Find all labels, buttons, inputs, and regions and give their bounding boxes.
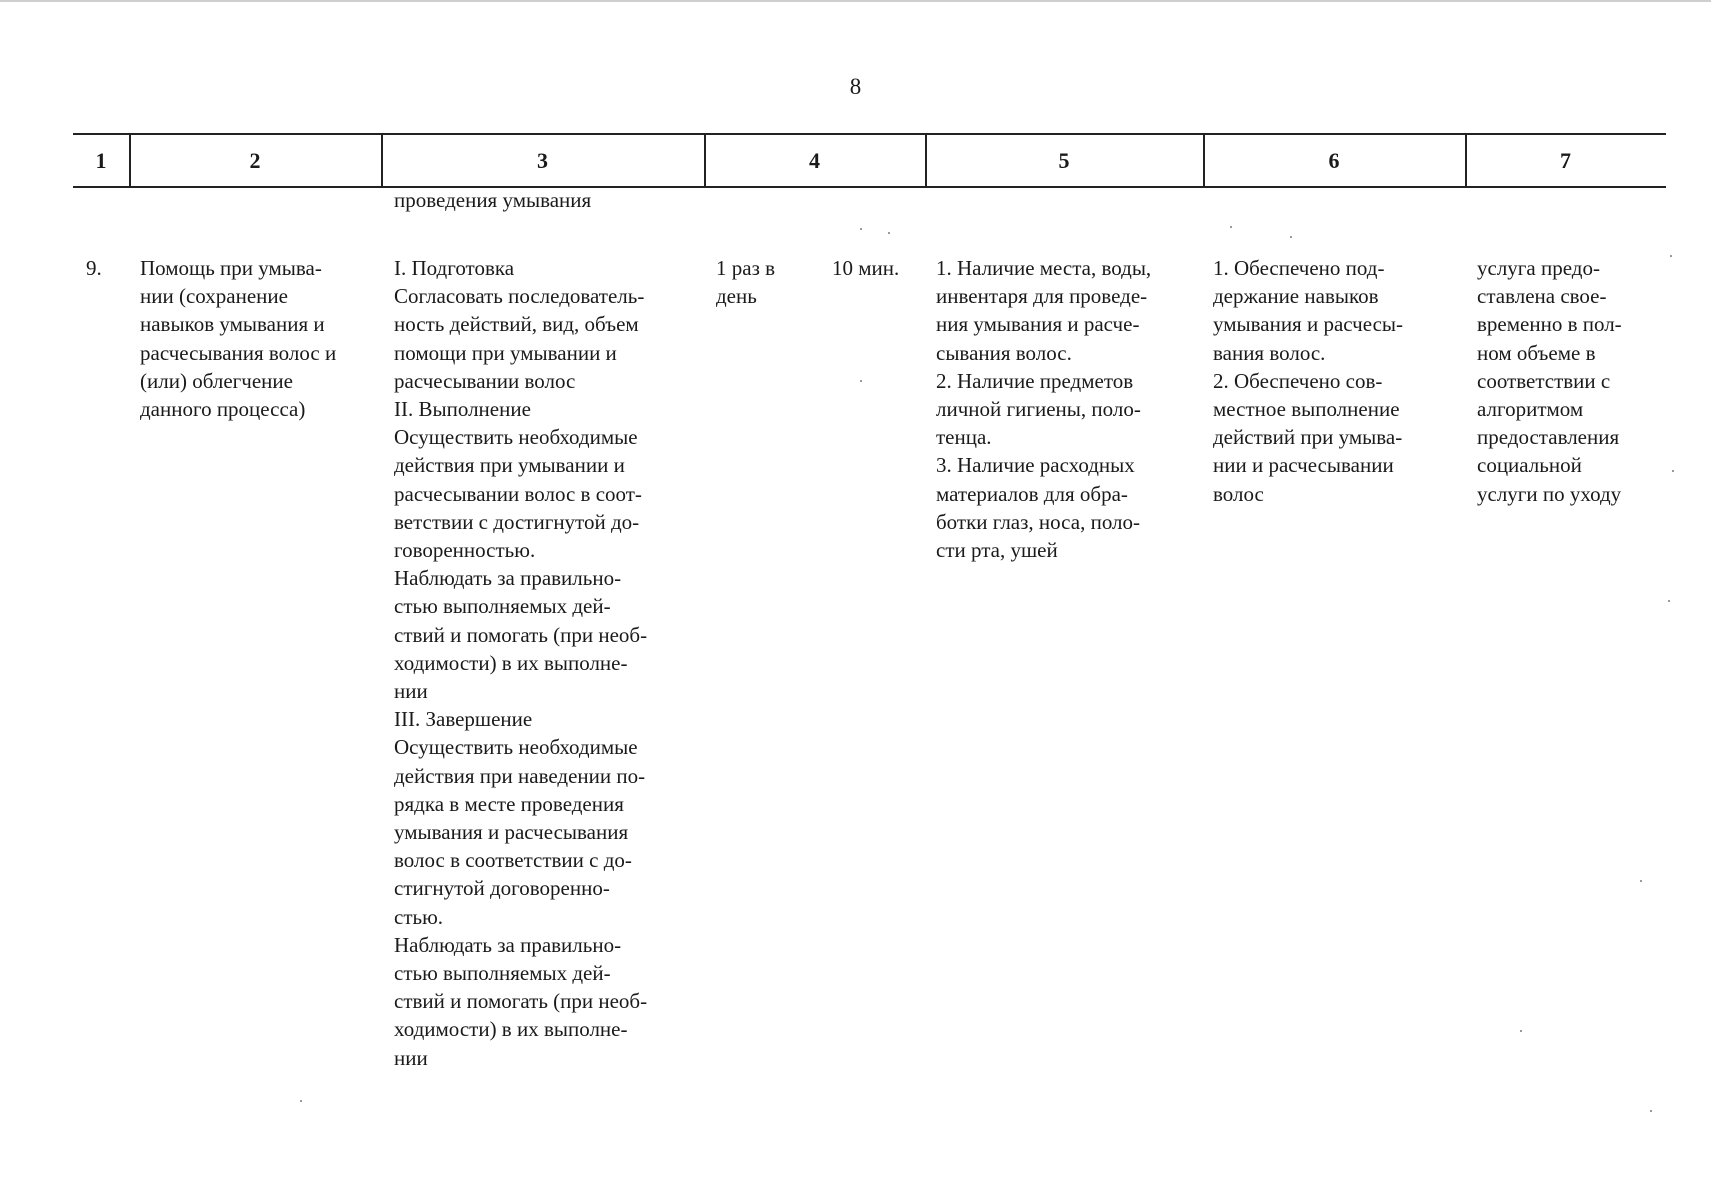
service-results: 1. Обеспечено под- держание навыков умывания и расчесы- вания волос. 2. Обеспечено сов- местное выполнение действий при умыва- нии и расчесывании волос (1213, 256, 1404, 506)
scan-speck (888, 232, 890, 234)
column-header: 5 (1058, 148, 1070, 173)
scan-speck (1672, 470, 1674, 472)
column-header: 1 (95, 148, 107, 173)
service-name: Помощь при умыва- нии (сохранение навыков умывания и расчесывания волос и (или) облегчение данного процесса) (140, 256, 337, 422)
scan-speck (1670, 255, 1672, 257)
service-duration: 10 мин. (832, 256, 900, 280)
scan-speck (860, 380, 862, 382)
column-header: 3 (537, 148, 548, 173)
scan-speck (1668, 600, 1670, 602)
service-description: I. Подготовка Согласовать последователь- ность действий, вид, объем помощи при умывании и расчесывании волос II. Выполнение Осуществить необходимые действия при умывании и расчесывании волос в соот- ветствии с достигнутой до- говоренностью. Наблюдать за правильно- стью выполняемых дей- ствий и помогать (при необ- ходимости) в их выполне- нии III. Завершение Осуществить необходимые действия при наведении по- рядка в месте проведения умывания и расчесывания волос в соответствии с до- стигнутой договоренно- стью. Наблюдать за правильно- стью выполняемых дей- ствий и помогать (при необ- ходимости) в их выполне- нии (394, 256, 648, 1070)
service-evaluation: услуга предо- ставлена свое- временно в пол- ном объеме в соответствии с алгоритмом предоставления социальной услуги по уходу (1477, 256, 1622, 506)
row-number: 9. (86, 256, 102, 280)
service-conditions: 1. Наличие места, воды, инвентаря для проведе- ния умывания и расче- сывания волос. 2. Наличие предметов личной гигиены, поло- тенца. 3. Наличие расходных материалов для обра- ботки глаз, носа, поло- сти рта, ушей (936, 256, 1152, 563)
service-frequency: 1 раз в день (716, 256, 776, 309)
scan-speck (1640, 880, 1642, 882)
scan-speck (1520, 1030, 1522, 1032)
column-header: 6 (1328, 148, 1340, 173)
column-header: 7 (1560, 148, 1571, 173)
scan-speck (1290, 236, 1292, 238)
scan-speck (300, 1100, 302, 1102)
page-number: 8 (849, 74, 862, 99)
column-header: 4 (809, 148, 820, 173)
scan-speck (860, 228, 862, 230)
table-top-border (73, 133, 1666, 135)
carryover-text: проведения умывания (394, 188, 592, 212)
scan-speck (1230, 226, 1232, 228)
table-header-bottom-border (73, 186, 1666, 188)
scan-edge (0, 0, 1711, 2)
scan-speck (1650, 1110, 1652, 1112)
column-header: 2 (249, 148, 261, 173)
